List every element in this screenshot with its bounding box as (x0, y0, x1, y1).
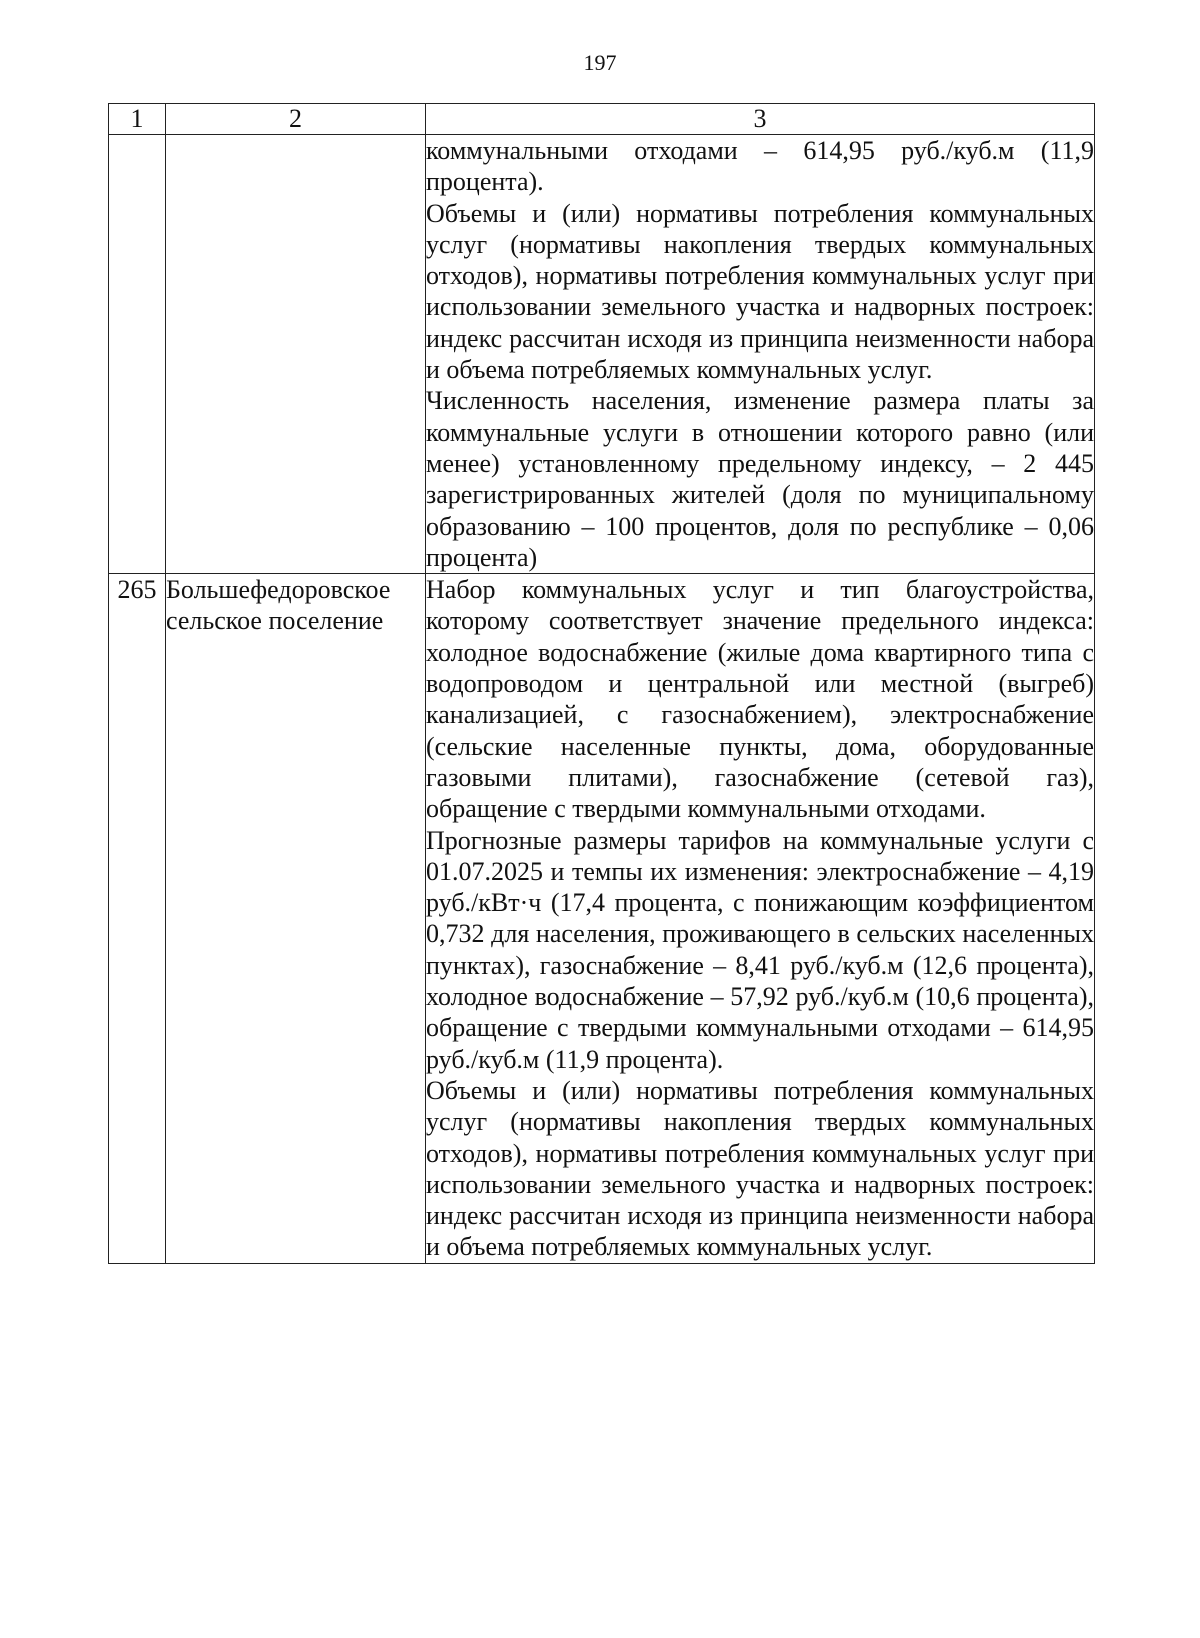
paragraph: Объемы и (или) нормативы потребления коммунальных услуг (нормативы накопления твердых коммунальных отходов), нормативы потребления коммунальных услуг при использовании земельного участка и надворных построек: индекс рассчитан исходя из принципа неизменности набора и объема потребляемых коммунальных услуг. (426, 1075, 1094, 1262)
row-description (426, 574, 1095, 1264)
paragraph: Набор коммунальных услуг и тип благоустройства, которому соответствует значение предельного индекса: холодное водоснабжение (жилые дома квартирного типа с водопроводом и центральной или местной (выгреб) канализацией, с газоснабжением), электроснабжение (сельские населенные пункты, дома, оборудованные газовыми плитами), газоснабжение (сетевой газ), обращение с твердыми коммунальными отходами. (426, 575, 1094, 824)
table-row (109, 574, 1095, 1264)
municipality-name (166, 135, 426, 574)
row-number (109, 135, 166, 574)
table-row (109, 135, 1095, 574)
tariff-table (108, 103, 1095, 1264)
column-header-3: 3 (426, 104, 1095, 135)
paragraph: Численность населения, изменение размера платы за коммунальные услуги в отношении которого равно (или менее) установленному предельному индексу, – 2 445 зарегистрированных жителей (доля по муниципальному образованию – 100 процентов, доля по республике – 0,06 процента) (426, 386, 1094, 572)
row-description (426, 135, 1095, 574)
paragraph: коммунальными отходами – 614,95 руб./куб.м (11,9 процента). (426, 136, 1094, 197)
column-header-1: 1 (109, 104, 166, 135)
paragraph: Прогнозные размеры тарифов на коммунальные услуги с 01.07.2025 и темпы их изменения: электроснабжение – 4,19 руб./кВт·ч (17,4 процента, с понижающим коэффициентом 0,732 для населения, проживающего в сельских населенных пунктах), газоснабжение – 8,41 руб./куб.м (12,6 процента), холодное водоснабжение – 57,92 руб./куб.м (10,6 процента), обращение с твердыми коммунальными отходами – 614,95 руб./куб.м (11,9 процента). (426, 825, 1094, 1074)
row-number: 265 (109, 574, 166, 1264)
table-header-row (109, 104, 1095, 135)
paragraph: Объемы и (или) нормативы потребления коммунальных услуг (нормативы накопления твердых коммунальных отходов), нормативы потребления коммунальных услуг при использовании земельного участка и надворных построек: индекс рассчитан исходя из принципа неизменности набора и объема потребляемых коммунальных услуг. (426, 198, 1094, 385)
page-number: 197 (583, 50, 617, 75)
municipality-name: Большефедоровское сельское поселение (166, 574, 426, 1264)
column-header-2: 2 (166, 104, 426, 135)
